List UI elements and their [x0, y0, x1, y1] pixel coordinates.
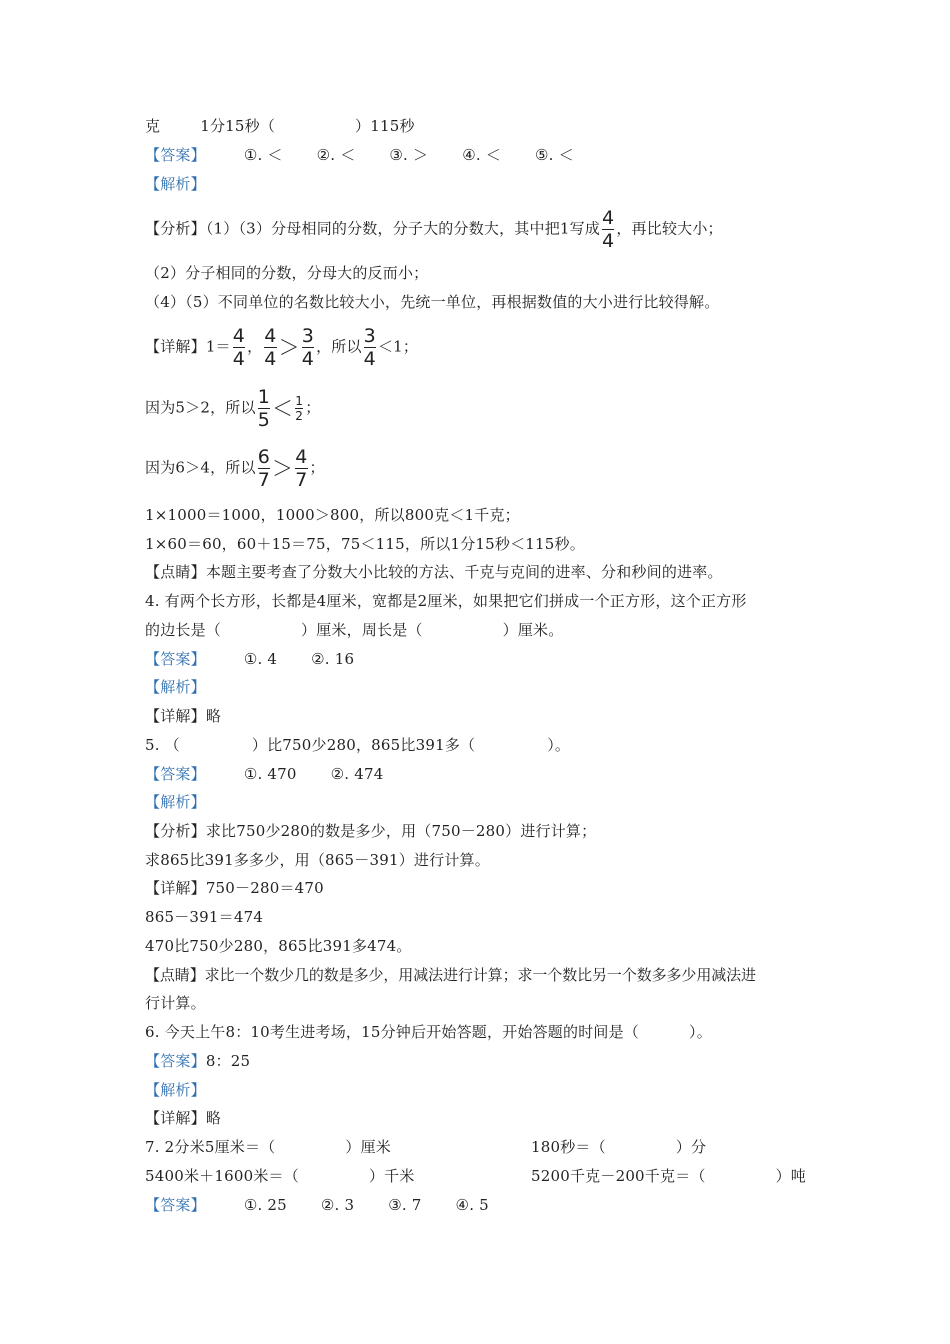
- greater-sign: ＞: [272, 456, 294, 481]
- comment-tag: 【点睛】: [145, 966, 205, 984]
- question-5-text: 5. （ ）比750少280，865比391多（ ）。: [145, 736, 571, 754]
- question-7-text: 180秒＝（ ）分: [531, 1138, 707, 1156]
- analysis-line: 【分析】（1）（3）分母相同的分数，分子大的分数大，其中把1写成 $\frac{4}{4}$ ，再比较大小；: [145, 207, 723, 252]
- question-6-text: 6. 今天上午8：10考生进考场，15分钟后开始答题，开始答题的时间是（ ）。: [145, 1023, 712, 1041]
- jiexi-tag: 【解析】: [145, 793, 206, 811]
- answer-item: ②. 474: [330, 765, 384, 783]
- fraction-one-half: $\frac{1}{2}$: [295, 394, 304, 423]
- detail-line: 因为5＞2，所以 $\frac{1}{5}$ ＜ $\frac{1}{2}$ ；: [145, 386, 321, 431]
- detail-line: 1×1000＝1000，1000＞800，所以800克＜1千克；: [145, 506, 520, 524]
- answer-tag: 【答案】: [145, 146, 206, 164]
- answer-item: ③. 7: [388, 1196, 422, 1214]
- answer-item: ④. 5: [455, 1196, 489, 1214]
- question-4-text: 的边长是（ ）厘米，周长是（ ）厘米。: [145, 621, 564, 639]
- detail-tag: 【详解】: [145, 1109, 206, 1127]
- answer-item: 8：25: [205, 1052, 251, 1070]
- answer-item: ③. ＞: [389, 146, 429, 164]
- jiexi-tag: 【解析】: [145, 1081, 206, 1099]
- answer-tag: 【答案】: [145, 650, 206, 668]
- fraction-three-fourths: $\frac{3}{4}$: [301, 325, 315, 370]
- fraction-six-sevenths: $\frac{6}{7}$: [257, 446, 270, 491]
- analysis-tag: 【分析】: [145, 219, 206, 238]
- analysis-tag: 【分析】: [145, 822, 206, 840]
- answer-line: [145, 764, 383, 784]
- answer-item: ①. 4: [243, 650, 278, 668]
- text-line: 克 1分15秒（ ）115秒: [145, 117, 415, 135]
- comment-line: 【点睛】本题主要考查了分数大小比较的方法、千克与克间的进率、分和秒间的进率。: [145, 563, 723, 581]
- analysis-line: （2）分子相同的分数，分母大的反而小；: [145, 264, 429, 282]
- fraction-four-fourths: $\frac{4}{4}$: [264, 325, 277, 370]
- fraction-four-fourths: $\frac{4}{4}$: [602, 207, 615, 252]
- fraction-one-fifth: $\frac{1}{5}$: [257, 386, 270, 431]
- answer-item: ④. ＜: [462, 146, 501, 164]
- greater-sign: ＞: [278, 335, 300, 360]
- detail-line: 470比750少280，865比391多474。: [145, 937, 412, 955]
- answer-item: ②. ＜: [316, 146, 356, 164]
- unit-text: 克: [145, 117, 161, 135]
- fraction-three-fourths: $\frac{3}{4}$: [363, 325, 376, 370]
- question-4-text: 4. 有两个长方形，长都是4厘米，宽都是2厘米，如果把它们拼成一个正方形，这个正方形: [145, 592, 747, 610]
- answer-item: ②. 3: [320, 1196, 355, 1214]
- answer-item: ①. 470: [243, 765, 297, 783]
- detail-line: 【详解】略: [145, 1109, 222, 1127]
- detail-line: 因为6＞4，所以 $\frac{6}{7}$ ＞ $\frac{4}{7}$ ；: [145, 446, 325, 491]
- answer-line: [145, 1195, 489, 1215]
- detail-line: 【详解】略: [145, 707, 222, 725]
- comment-line: 【点睛】求比一个数少几的数是多少，用减法进行计算；求一个数比另一个数多多少用减法进: [145, 966, 756, 984]
- analysis-line: 求865比391多多少，用（865－391）进行计算。: [145, 851, 490, 869]
- detail-tag: 【详解】: [145, 879, 206, 897]
- fraction-four-sevenths: $\frac{4}{7}$: [295, 446, 308, 491]
- jiexi-tag: 【解析】: [145, 175, 206, 193]
- answer-line: [145, 145, 574, 165]
- detail-line: 【详解】750－280＝470: [145, 879, 324, 897]
- answer-item: ①. 25: [243, 1196, 287, 1214]
- less-sign: ＜: [272, 396, 294, 421]
- answer-line: [145, 649, 354, 669]
- analysis-line: （4）（5）不同单位的名数比较大小，先统一单位，再根据数值的大小进行比较得解。: [145, 293, 720, 311]
- comment-tag: 【点睛】: [145, 563, 206, 581]
- answer-tag: 【答案】: [145, 1052, 206, 1070]
- detail-line: 【详解】1＝ $\frac{4}{4}$ ， $\frac{4}{4}$ ＞ $\frac{3}{4}$ ，所以 $\frac{3}{4}$ ＜1；: [145, 325, 419, 370]
- comment-line: 行计算。: [145, 994, 206, 1012]
- answer-tag: 【答案】: [145, 1196, 206, 1214]
- answer-line: [145, 1051, 250, 1071]
- answer-item: ⑤. ＜: [535, 146, 574, 164]
- answer-item: ②. 16: [311, 650, 355, 668]
- analysis-line: 【分析】求比750少280的数是多少，用（750－280）进行计算；: [145, 822, 597, 840]
- answer-item: ①. ＜: [243, 146, 283, 164]
- detail-tag: 【详解】: [145, 337, 206, 356]
- detail-tag: 【详解】: [145, 707, 206, 725]
- fraction-four-fourths: $\frac{4}{4}$: [232, 325, 246, 370]
- answer-tag: 【答案】: [145, 765, 206, 783]
- detail-line: 1×60＝60，60＋15＝75，75＜115，所以1分15秒＜115秒。: [145, 535, 585, 553]
- question-7-text: 5400米＋1600米＝（ ）千米: [145, 1167, 415, 1185]
- question-7-text: 7. 2分米5厘米＝（ ）厘米: [145, 1138, 391, 1156]
- jiexi-tag: 【解析】: [145, 678, 206, 696]
- detail-line: 865－391＝474: [145, 908, 264, 926]
- question-7-text: 5200千克－200千克＝（ ）吨: [531, 1167, 807, 1185]
